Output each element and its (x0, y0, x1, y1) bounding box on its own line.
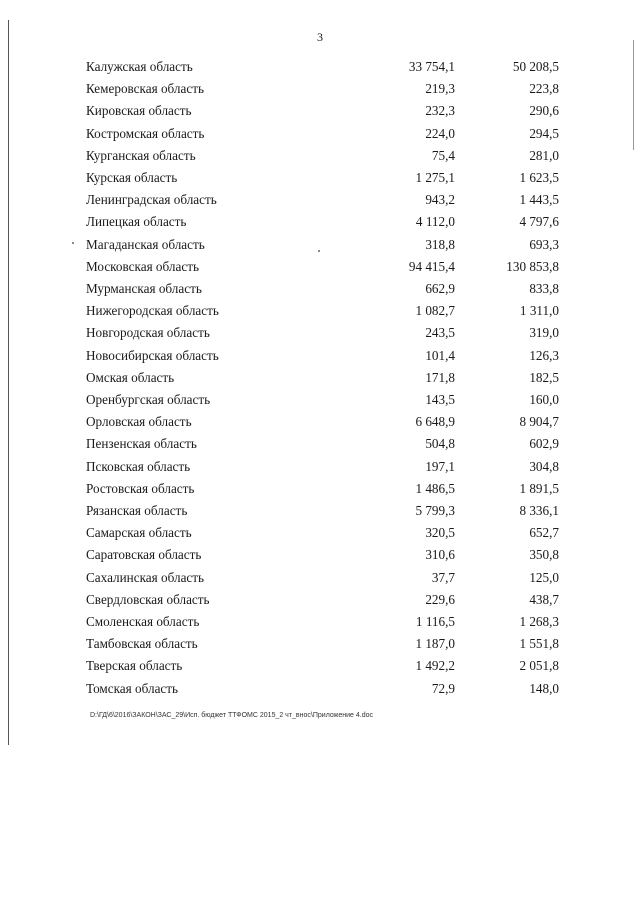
region-name: Кемеровская область (86, 81, 204, 97)
value-2014: 1 082,7 (415, 303, 455, 319)
region-name: Оренбургская область (86, 392, 211, 407)
value-2014: 33 754,1 (408, 59, 455, 74)
region-name: Костромская область (86, 125, 205, 141)
value-2014: 504,8 (425, 436, 455, 452)
value-2014: 37,7 (431, 569, 455, 585)
value-2015: 148,0 (529, 680, 559, 696)
value-2015: 130 853,8 (506, 258, 559, 274)
value-2014: 1 275,1 (415, 170, 455, 185)
region-name: Курская область (86, 170, 178, 185)
value-2014: 320,5 (425, 525, 455, 541)
value-2014: 229,6 (425, 591, 455, 607)
value-2014: 219,3 (425, 81, 455, 97)
value-2014: 143,5 (425, 392, 455, 407)
value-2015: 1 268,3 (519, 614, 559, 629)
value-2014: 318,8 (425, 236, 455, 252)
table-row (0, 456, 640, 478)
value-2015: 693,3 (529, 236, 559, 252)
value-2014: 101,4 (425, 347, 455, 363)
table-row (0, 522, 640, 544)
value-2014: 5 799,3 (415, 503, 455, 518)
value-2015: 125,0 (529, 569, 559, 585)
region-name: Курганская область (86, 147, 196, 163)
table-row (0, 544, 640, 566)
table-row (0, 633, 640, 655)
value-2014: 197,1 (425, 458, 455, 474)
region-name: Саратовская область (86, 547, 202, 563)
table-row (0, 123, 640, 145)
region-name: Сахалинская область (86, 569, 205, 585)
value-2015: 350,8 (529, 547, 559, 563)
table-row (0, 389, 640, 411)
table-row (0, 678, 640, 700)
page-number: 3 (317, 30, 323, 44)
value-2014: 4 112,0 (415, 214, 455, 230)
table-row (0, 478, 640, 500)
value-2014: 6 648,9 (415, 414, 455, 430)
value-2015: 652,7 (529, 525, 559, 541)
value-2014: 310,6 (425, 547, 455, 563)
value-2015: 1 891,5 (519, 480, 559, 496)
region-name: Рязанская область (86, 503, 188, 518)
value-2014: 1 492,2 (415, 658, 455, 674)
region-name: Новосибирская область (86, 347, 219, 363)
value-2014: 943,2 (425, 192, 455, 208)
region-name: Ленинградская область (86, 192, 217, 208)
value-2015: 290,6 (529, 103, 559, 119)
region-name: Мурманская область (86, 281, 202, 296)
table-row (0, 411, 640, 433)
region-name: Пензенская область (86, 436, 197, 452)
region-name: Орловская область (86, 414, 192, 430)
table-row (0, 367, 640, 389)
table-row (0, 78, 640, 100)
table-row (0, 278, 640, 300)
region-name: Тверская область (86, 658, 183, 674)
region-name: Магаданская область (86, 236, 205, 252)
region-name: Ростовская область (86, 480, 195, 496)
table-row (0, 211, 640, 233)
value-2014: 171,8 (425, 369, 455, 385)
value-2015: 160,0 (529, 392, 559, 407)
value-2015: 4 797,6 (519, 214, 559, 230)
table-row (0, 589, 640, 611)
region-name: Самарская область (86, 525, 192, 541)
value-2015: 304,8 (529, 458, 559, 474)
region-name: Омская область (86, 369, 175, 385)
value-2014: 224,0 (425, 125, 455, 141)
value-2015: 438,7 (529, 591, 559, 607)
region-name: Липецкая область (86, 214, 187, 230)
value-2014: 72,9 (431, 680, 455, 696)
value-2014: 243,5 (425, 325, 455, 341)
value-2014: 662,9 (425, 281, 455, 296)
value-2015: 2 051,8 (519, 658, 559, 674)
value-2014: 1 486,5 (415, 480, 455, 496)
table-row (0, 56, 640, 78)
value-2015: 1 311,0 (519, 303, 559, 319)
region-name: Новгородская область (86, 325, 210, 341)
value-2015: 182,5 (529, 369, 559, 385)
table-row (0, 322, 640, 344)
table-row (0, 300, 640, 322)
scan-speck (318, 250, 320, 252)
table-row (0, 234, 640, 256)
table-row (0, 655, 640, 677)
value-2014: 94 415,4 (408, 258, 455, 274)
table-row (0, 100, 640, 122)
region-name: Свердловская область (86, 591, 210, 607)
table-row (0, 167, 640, 189)
region-name: Тамбовская область (86, 636, 198, 652)
value-2014: 75,4 (431, 147, 455, 163)
value-2015: 8 336,1 (519, 503, 559, 518)
value-2014: 1 187,0 (415, 636, 455, 652)
table-row (0, 433, 640, 455)
region-name: Калужская область (86, 59, 193, 74)
table-row (0, 611, 640, 633)
region-name: Нижегородская область (86, 303, 219, 319)
value-2015: 319,0 (529, 325, 559, 341)
value-2015: 8 904,7 (519, 414, 559, 430)
table-row (0, 189, 640, 211)
table-row (0, 500, 640, 522)
region-name: Кировская область (86, 103, 192, 119)
region-name: Псковская область (86, 458, 191, 474)
region-name: Томская область (86, 680, 179, 696)
value-2015: 223,8 (529, 81, 559, 97)
value-2015: 833,8 (529, 281, 559, 296)
table-row (0, 256, 640, 278)
table-row (0, 345, 640, 367)
value-2015: 294,5 (529, 125, 559, 141)
value-2015: 126,3 (529, 347, 559, 363)
value-2014: 1 116,5 (415, 614, 455, 629)
value-2015: 602,9 (529, 436, 559, 452)
value-2015: 50 208,5 (512, 59, 559, 74)
value-2015: 1 623,5 (519, 170, 559, 185)
table-row (0, 567, 640, 589)
value-2015: 1 551,8 (519, 636, 559, 652)
region-name: Московская область (86, 258, 199, 274)
scan-speck (72, 242, 74, 244)
value-2015: 1 443,5 (519, 192, 559, 208)
region-name: Смоленская область (86, 614, 200, 629)
table-row (0, 145, 640, 167)
footer-file-path: D:\ГД\6\2016\ЗАКОН\ЗАС_29\Исп. бюджет ТТФОМС 2015_2 чт_внос\Приложение 4.doc (90, 712, 373, 719)
value-2014: 232,3 (425, 103, 455, 119)
value-2015: 281,0 (529, 147, 559, 163)
